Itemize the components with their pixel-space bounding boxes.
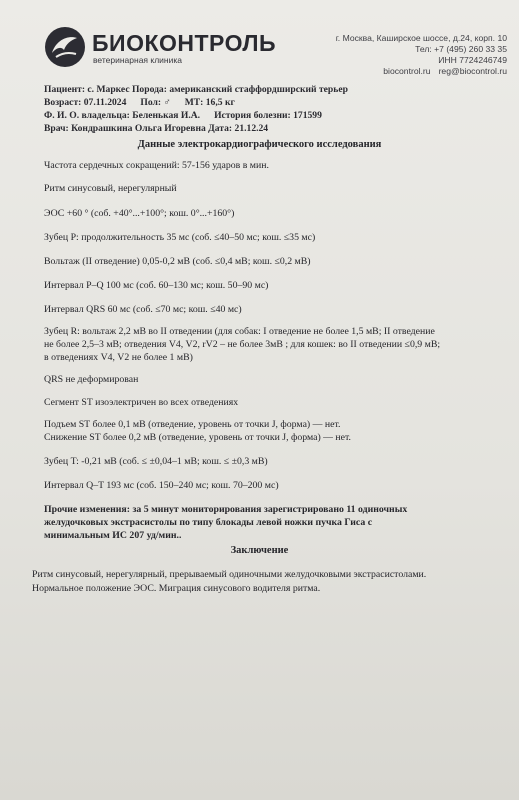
qrs-interval-line: Интервал QRS 60 мс (соб. ≤70 мс; кош. ≤40 мс) (44, 304, 242, 315)
patient-age: Возраст: 07.11.2024 (44, 97, 127, 108)
eos-line: ЭОС +60 ° (соб. +40°...+100°; кош. 0°...+160°) (44, 208, 235, 219)
history-number: История болезни: 171599 (214, 110, 322, 121)
patient-line: Пациент: с. Маркес Порода: американский стаффордширский терьер (44, 84, 348, 95)
clinic-contacts (336, 33, 507, 77)
patient-sex: Пол: ♂ (140, 97, 171, 108)
r-wave-line-1: Зубец R: вольтаж 2,2 мВ во II отведении (для собак: I отведение не более 1,5 мВ; II отведение (44, 326, 435, 337)
pq-interval-line: Интервал P–Q 100 мс (соб. 60–130 мс; кош. 50–90 мс) (44, 280, 269, 291)
t-wave-line: Зубец T: -0,21 мВ (соб. ≤ ±0,04–1 мВ; кош. ≤ ±0,3 мВ) (44, 456, 268, 467)
st-depression-line: Снижение ST более 0,2 мВ (отведение, уровень от точки J, форма) — нет. (44, 432, 352, 443)
owner-name: Ф. И. О. владельца: Беленькая И.А. (44, 110, 201, 121)
clinic-address: г. Москва, Каширское шоссе, д.24, корп. 10 (335, 33, 507, 43)
clinic-email: reg@biocontrol.ru (438, 66, 507, 76)
report-title: Данные электрокардиографического исследования (137, 139, 382, 150)
clinic-inn: ИНН 7724246749 (438, 55, 507, 65)
doctor-line: Врач: Кондрашкина Ольга Игоревна Дата: 21.12.24 (44, 123, 269, 134)
conclusion-text (32, 568, 507, 596)
patient-age-line (44, 96, 348, 109)
other-changes-line-2: желудочковых экстрасистолы по типу блокады левой ножки пучка Гиса с (44, 517, 373, 528)
clinic-web (336, 66, 507, 77)
clinic-phone: Тел: +7 (495) 260 33 35 (415, 44, 507, 54)
rhythm-line: Ритм синусовый, нерегулярный (44, 183, 177, 194)
r-wave-line-3: в отведениях V4, V2 не более 1 мВ) (44, 352, 193, 363)
other-changes-line-3: минимальным ИС 207 уд/мин.. (44, 530, 182, 541)
r-wave-line-2: не более 2,5–3 мВ; отведения V4, V2, rV2 – не более 3мВ ; для кошек: во II отведении ≤0,9 мВ; (44, 339, 441, 350)
owner-line (44, 109, 348, 122)
patient-weight: МТ: 16,5 кг (184, 97, 235, 108)
conclusion-line-1: Ритм синусовый, нерегулярный, прерываемый одиночными желудочковыми экстрасистолами. (32, 569, 427, 580)
patient-info (44, 83, 348, 135)
clinic-tagline: ветеринарная клиника (93, 55, 182, 65)
clinic-site: biocontrol.ru (383, 66, 431, 76)
voltage-line: Вольтаж (II отведение) 0,05-0,2 мВ (соб. ≤0,4 мВ; кош. ≤0,2 мВ) (44, 256, 311, 267)
conclusion-line-2: Нормальное положение ЭОС. Миграция синусового водителя ритма. (32, 583, 321, 594)
st-elevation-line: Подъем ST более 0,1 мВ (отведение, уровень от точки J, форма) — нет. (44, 419, 341, 430)
other-changes-line-1: Прочие изменения: за 5 минут мониторирования зарегистрировано 11 одиночных (44, 504, 408, 515)
conclusion-title: Заключение (230, 545, 289, 556)
clinic-logo-icon (44, 26, 86, 68)
p-wave-line: Зубец P: продолжительность 35 мс (соб. ≤40–50 мс; кош. ≤35 мс) (44, 232, 316, 243)
st-segment-line: Сегмент ST изоэлектричен во всех отведениях (44, 397, 239, 408)
qt-interval-line: Интервал Q–T 193 мс (соб. 150–240 мс; кош. 70–200 мс) (44, 480, 279, 491)
qrs-shape-line: QRS не деформирован (44, 374, 139, 385)
clinic-name: БИОКОНТРОЛЬ (92, 30, 277, 56)
heart-rate-line: Частота сердечных сокращений: 57-156 ударов в мин. (44, 160, 269, 171)
